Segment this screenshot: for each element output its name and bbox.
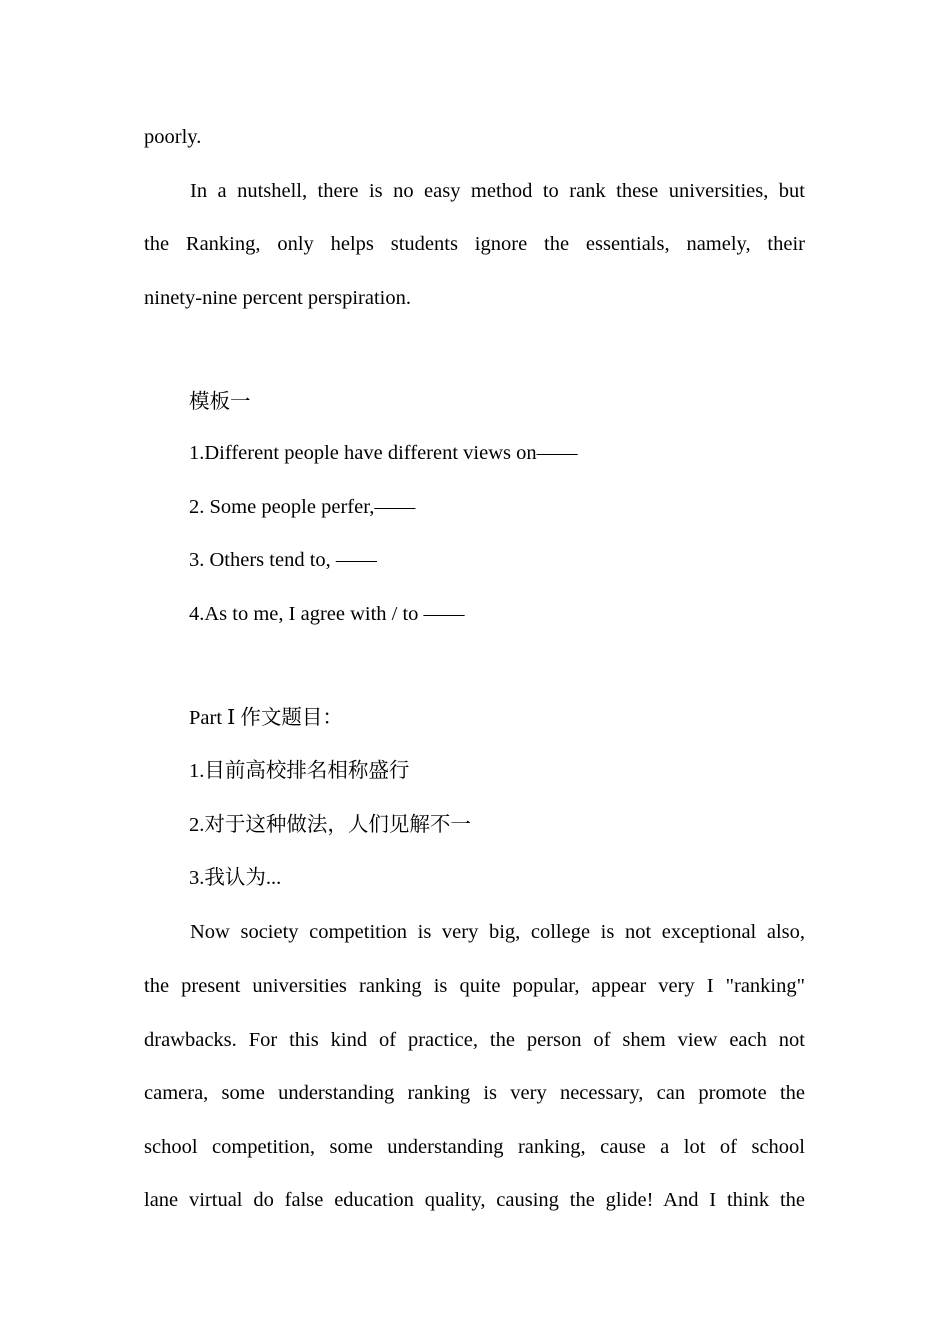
conclusion-line-1: In a nutshell, there is no easy method to rank these universities, but [190,180,805,202]
essay-line: the present universities ranking is quite popular, appear very I "ranking" [144,975,805,997]
template-item: 3. Others tend to, —— [189,549,377,571]
task-title: Part Ⅰ 作文题目： [189,707,343,729]
template-item: 4.As to me, I agree with / to —— [189,603,465,625]
essay-line: drawbacks. For this kind of practice, the person of shem view each not [144,1029,805,1051]
task-item: 2.对于这种做法，人们见解不一 [189,814,471,836]
paragraph-end-line: poorly. [144,126,202,148]
template-title: 模板一 [189,391,251,413]
conclusion-line-2: the Ranking, only helps students ignore the essentials, namely, their [144,233,805,255]
essay-line: camera, some understanding ranking is very necessary, can promote the [144,1082,805,1104]
conclusion-line-3: ninety-nine percent perspiration. [144,287,411,309]
essay-line: lane virtual do false education quality, causing the glide! And I think the [144,1189,805,1211]
essay-line: Now society competition is very big, college is not exceptional also, [190,921,805,943]
template-item: 1.Different people have different views on—— [189,442,578,464]
task-item: 3.我认为... [189,867,282,889]
essay-line: school competition, some understanding ranking, cause a lot of school [144,1136,805,1158]
template-item: 2. Some people perfer,—— [189,496,416,518]
task-item: 1.目前高校排名相称盛行 [189,760,410,782]
